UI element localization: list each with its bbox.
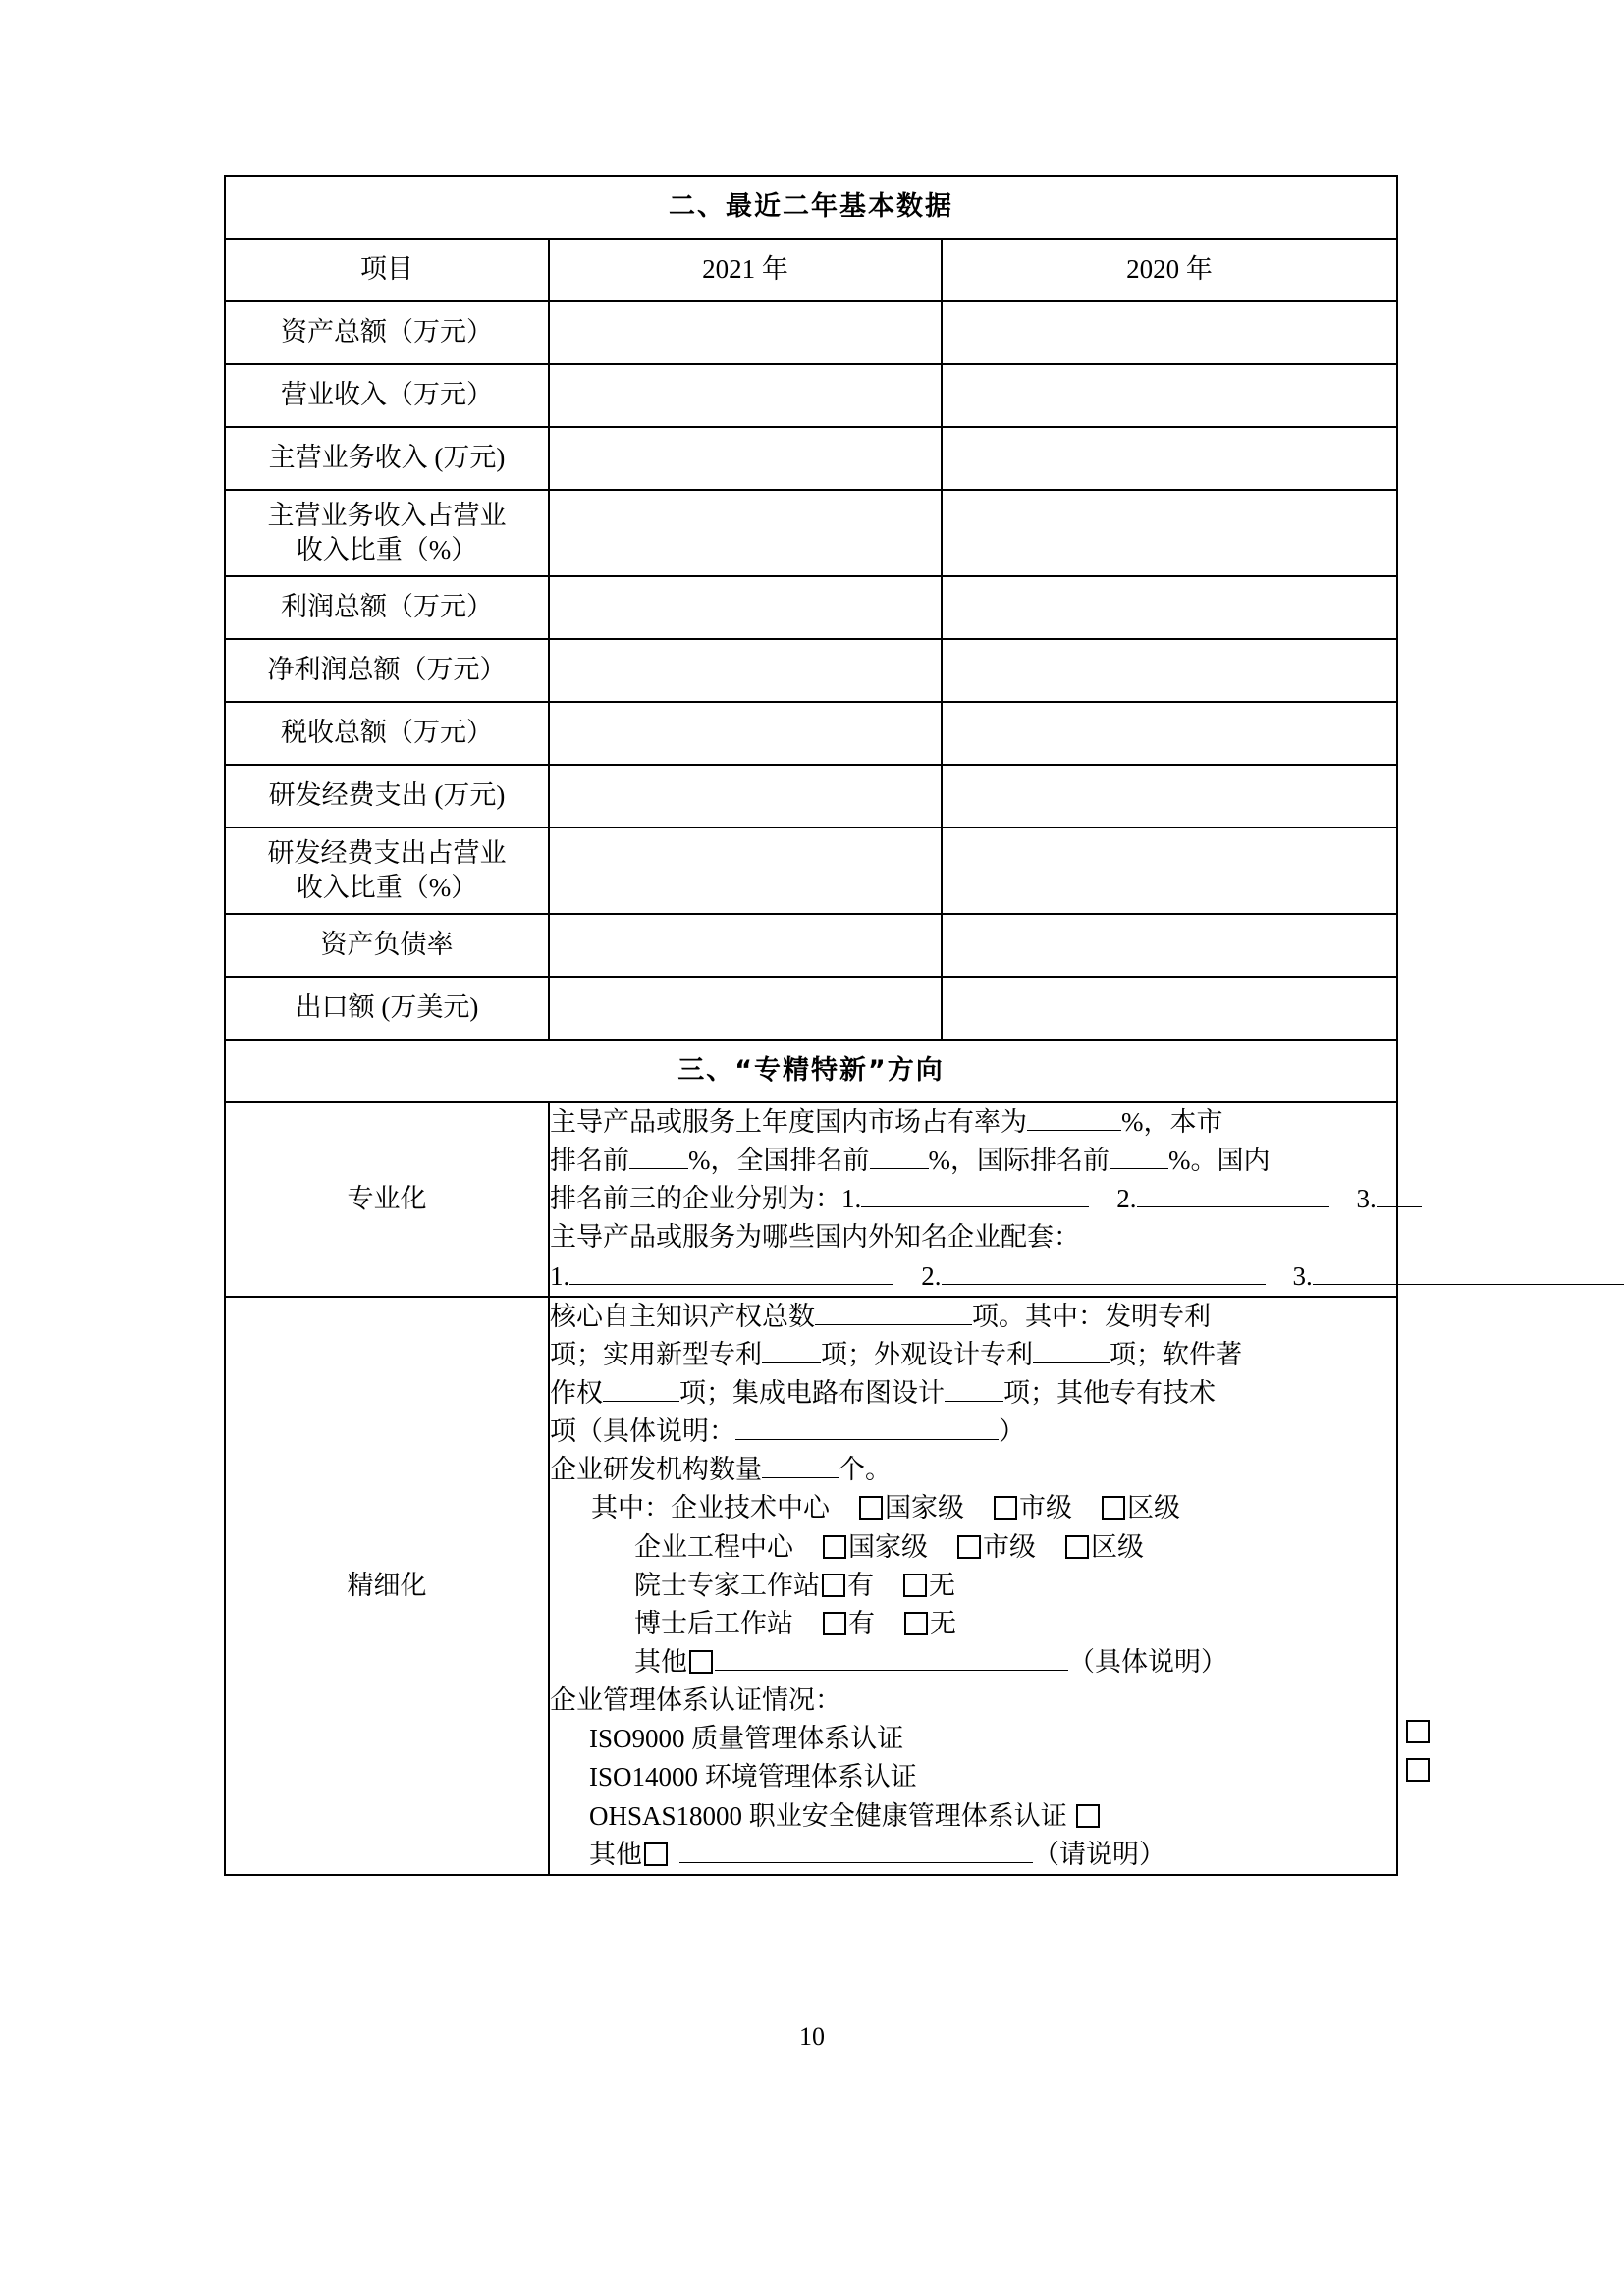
value-cell-2020[interactable] xyxy=(942,639,1397,702)
international-rank-blank[interactable] xyxy=(1110,1168,1168,1169)
checkbox-icon[interactable] xyxy=(1065,1535,1089,1559)
cert-other-note: （请说明） xyxy=(1033,1839,1165,1869)
utility-patent-blank[interactable] xyxy=(762,1362,821,1363)
rd-item-3-option-1: 无 xyxy=(930,1608,956,1638)
page-number: 10 xyxy=(799,2022,825,2051)
spec-line1-b: %，本市 xyxy=(1121,1107,1223,1137)
rd-item-1-option-0: 国家级 xyxy=(848,1531,928,1562)
rd-item-2-option-0: 有 xyxy=(847,1570,874,1600)
ip-line4-a: 项（具体说明： xyxy=(550,1416,735,1447)
column-header-item: 项目 xyxy=(225,239,549,301)
value-cell-2021[interactable] xyxy=(549,490,942,576)
checkbox-icon[interactable] xyxy=(823,1612,846,1635)
specialization-content xyxy=(549,1102,1397,1297)
value-cell-2021[interactable] xyxy=(549,639,942,702)
top3-company-3-blank[interactable] xyxy=(1377,1206,1422,1207)
rd-institution-count-blank[interactable] xyxy=(762,1477,839,1478)
row-label-export-value: 出口额 (万美元) xyxy=(225,977,549,1040)
spec-line1-a: 主导产品或服务上年度国内市场占有率为 xyxy=(550,1107,1027,1137)
ip-line3-c: 项；其他专有技术 xyxy=(1003,1377,1216,1408)
rd-line-a: 企业研发机构数量 xyxy=(550,1455,762,1485)
section2-header-row xyxy=(225,239,1397,301)
ip-line2-b: 项；外观设计专利 xyxy=(821,1339,1033,1369)
section3-title-row xyxy=(225,1040,1397,1102)
table-row xyxy=(225,977,1397,1040)
spec-line3-a: 排名前三的企业分别为：1. xyxy=(550,1184,862,1214)
cert-title: 企业管理体系认证情况： xyxy=(550,1685,841,1716)
ip-line3-b: 项；集成电路布图设计 xyxy=(679,1377,945,1408)
row-label-main-business-ratio: 主营业务收入占营业 收入比重（%） xyxy=(225,490,549,576)
checkbox-enterprise-eng-center-national[interactable] xyxy=(821,1528,928,1567)
spec-line5-a: 1. xyxy=(550,1260,570,1291)
checkbox-icon[interactable] xyxy=(644,1842,668,1866)
cert-0-name: ISO9000 质量管理体系认证 xyxy=(589,1724,904,1754)
checkbox-enterprise-eng-center-district[interactable] xyxy=(1063,1528,1144,1567)
ip-line2-a: 项；实用新型专利 xyxy=(550,1339,762,1369)
table-row xyxy=(225,828,1397,914)
rd-other-blank[interactable] xyxy=(715,1670,1068,1671)
cert-1-name: ISO14000 环境管理体系认证 xyxy=(589,1762,917,1792)
value-cell-2021[interactable] xyxy=(549,828,942,914)
value-cell-2021[interactable] xyxy=(549,576,942,639)
ip-line1-b: 项。其中：发明专利 xyxy=(972,1301,1211,1331)
table-row xyxy=(225,490,1397,576)
spec-line3-b: 2. xyxy=(1116,1184,1137,1214)
spec-line2-a: 排名前 xyxy=(550,1146,629,1176)
ip-line2-c: 项；软件著 xyxy=(1110,1339,1242,1369)
value-cell-2020[interactable] xyxy=(942,576,1397,639)
refinement-row xyxy=(225,1297,1397,1875)
checkbox-icon[interactable] xyxy=(957,1535,981,1559)
value-cell-2021[interactable] xyxy=(549,914,942,977)
value-cell-2021[interactable] xyxy=(549,364,942,427)
checkbox-academician-station-no[interactable] xyxy=(901,1567,955,1605)
column-header-year-2021: 2021 年 xyxy=(549,239,942,301)
rd-other-label: 其他 xyxy=(634,1646,687,1677)
checkbox-icon[interactable] xyxy=(823,1535,846,1559)
value-cell-2020[interactable] xyxy=(942,301,1397,364)
value-cell-2020[interactable] xyxy=(942,765,1397,828)
ip-line1-a: 核心自主知识产权总数 xyxy=(550,1301,815,1331)
row-label-net-profit: 净利润总额（万元） xyxy=(225,639,549,702)
section2-title: 二、最近二年基本数据 xyxy=(225,176,1397,239)
ic-layout-blank[interactable] xyxy=(945,1401,1003,1402)
row-label-rd-ratio: 研发经费支出占营业 收入比重（%） xyxy=(225,828,549,914)
rd-item-1-prefix: 企业工程中心 xyxy=(634,1531,793,1562)
value-cell-2020[interactable] xyxy=(942,977,1397,1040)
rd-item-0-option-2: 区级 xyxy=(1127,1493,1180,1523)
partner-1-blank[interactable] xyxy=(569,1284,893,1285)
section2-title-row xyxy=(225,176,1397,239)
table-row xyxy=(225,914,1397,977)
spec-line5-b: 2. xyxy=(921,1260,942,1291)
spec-line2-c: %，国际排名前 xyxy=(928,1146,1110,1176)
table-row xyxy=(225,765,1397,828)
checkbox-icon[interactable] xyxy=(822,1574,845,1597)
rd-item-2-prefix: 院士专家工作站 xyxy=(634,1570,820,1600)
refinement-content xyxy=(549,1297,1397,1875)
row-label-main-business-revenue: 主营业务收入 (万元) xyxy=(225,427,549,490)
rd-line-b: 个。 xyxy=(839,1455,892,1485)
checkbox-enterprise-tech-center-district[interactable] xyxy=(1100,1489,1180,1527)
checkbox-academician-station-yes[interactable] xyxy=(820,1567,874,1605)
spec-line4: 主导产品或服务为哪些国内外知名企业配套： xyxy=(550,1222,1080,1253)
value-cell-2021[interactable] xyxy=(549,977,942,1040)
other-tech-note-blank[interactable] xyxy=(735,1439,999,1440)
value-cell-2021[interactable] xyxy=(549,301,942,364)
cert-other-label: 其他 xyxy=(589,1839,642,1869)
specialization-row xyxy=(225,1102,1397,1297)
rd-item-2-option-1: 无 xyxy=(929,1570,955,1600)
rd-item-1-option-1: 市级 xyxy=(983,1531,1036,1562)
application-form-table xyxy=(224,175,1398,1876)
value-cell-2020[interactable] xyxy=(942,427,1397,490)
cert-2-name: OHSAS18000 职业安全健康管理体系认证 xyxy=(589,1800,1067,1831)
checkbox-postdoc-station-no[interactable] xyxy=(902,1605,956,1643)
value-cell-2020[interactable] xyxy=(942,914,1397,977)
row-label-operating-revenue: 营业收入（万元） xyxy=(225,364,549,427)
table-row xyxy=(225,301,1397,364)
partner-3-blank[interactable] xyxy=(1313,1284,1624,1285)
value-cell-2020[interactable] xyxy=(942,702,1397,765)
spec-line2-d: %。国内 xyxy=(1168,1146,1271,1176)
city-rank-blank[interactable] xyxy=(629,1168,688,1169)
checkbox-icon[interactable] xyxy=(689,1650,713,1674)
row-label-rd-expenditure: 研发经费支出 (万元) xyxy=(225,765,549,828)
partner-2-blank[interactable] xyxy=(942,1284,1266,1285)
spec-line2-b: %，全国排名前 xyxy=(688,1146,870,1176)
checkbox-iso9000[interactable] xyxy=(1406,1720,1430,1743)
table-row xyxy=(225,702,1397,765)
column-header-year-2020: 2020 年 xyxy=(942,239,1397,301)
table-row xyxy=(225,427,1397,490)
rd-item-3-option-0: 有 xyxy=(848,1608,875,1638)
spec-line5-c: 3. xyxy=(1292,1260,1313,1291)
checkbox-enterprise-eng-center-city[interactable] xyxy=(955,1528,1036,1567)
value-cell-2020[interactable] xyxy=(942,490,1397,576)
rd-other-note: （具体说明） xyxy=(1068,1646,1227,1677)
row-label-total-profit: 利润总额（万元） xyxy=(225,576,549,639)
ip-line3-a: 作权 xyxy=(550,1377,603,1408)
checkbox-icon[interactable] xyxy=(904,1612,928,1635)
rd-item-0-option-0: 国家级 xyxy=(885,1493,964,1523)
spec-line3-c: 3. xyxy=(1356,1184,1377,1214)
row-label-total-tax: 税收总额（万元） xyxy=(225,702,549,765)
table-row xyxy=(225,576,1397,639)
table-row xyxy=(225,364,1397,427)
value-cell-2020[interactable] xyxy=(942,828,1397,914)
checkbox-ohsas18000[interactable] xyxy=(1076,1804,1100,1828)
table-row xyxy=(225,639,1397,702)
value-cell-2021[interactable] xyxy=(549,427,942,490)
rd-item-1-option-2: 区级 xyxy=(1091,1531,1144,1562)
checkbox-postdoc-station-yes[interactable] xyxy=(821,1605,875,1643)
value-cell-2020[interactable] xyxy=(942,364,1397,427)
rd-item-0-option-1: 市级 xyxy=(1019,1493,1072,1523)
cert-other-blank[interactable] xyxy=(679,1862,1033,1863)
form-sheet xyxy=(224,175,1398,1876)
row-label-total-assets: 资产总额（万元） xyxy=(225,301,549,364)
value-cell-2021[interactable] xyxy=(549,702,942,765)
row-label-specialization: 专业化 xyxy=(225,1102,549,1297)
section3-title: 三、“专精特新”方向 xyxy=(225,1040,1397,1102)
row-label-debt-ratio: 资产负债率 xyxy=(225,914,549,977)
checkbox-iso14000[interactable] xyxy=(1406,1758,1430,1782)
checkbox-enterprise-tech-center-city[interactable] xyxy=(992,1489,1072,1527)
national-rank-blank[interactable] xyxy=(870,1168,929,1169)
top3-company-2-blank[interactable] xyxy=(1137,1206,1329,1207)
checkbox-icon[interactable] xyxy=(994,1496,1017,1520)
checkbox-icon[interactable] xyxy=(859,1496,883,1520)
ip-line4-b: ） xyxy=(999,1416,1025,1447)
software-copyright-blank[interactable] xyxy=(603,1401,679,1402)
value-cell-2021[interactable] xyxy=(549,765,942,828)
checkbox-icon[interactable] xyxy=(903,1574,927,1597)
checkbox-enterprise-tech-center-national[interactable] xyxy=(857,1489,964,1527)
ip-total-blank[interactable] xyxy=(815,1324,972,1325)
market-share-blank[interactable] xyxy=(1027,1130,1121,1131)
row-label-refinement: 精细化 xyxy=(225,1297,549,1875)
rd-item-3-prefix: 博士后工作站 xyxy=(634,1608,793,1638)
checkbox-icon[interactable] xyxy=(1102,1496,1125,1520)
top3-company-1-blank[interactable] xyxy=(861,1206,1089,1207)
rd-item-0-prefix: 其中：企业技术中心 xyxy=(591,1493,830,1523)
design-patent-blank[interactable] xyxy=(1033,1362,1110,1363)
